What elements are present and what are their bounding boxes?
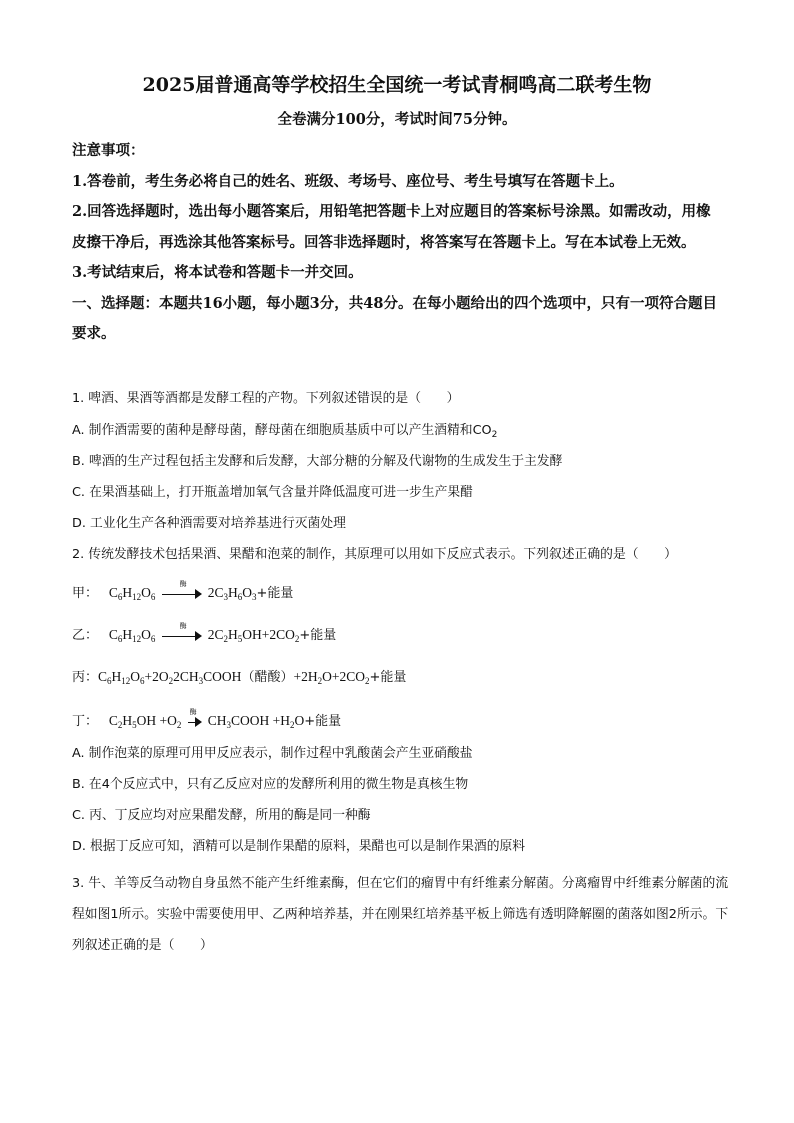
eq-yi-label: 乙： [72,628,99,643]
q2-equation-jia: 甲： $C_6H_{12}O_6$ 酶 $2C_3H_6O_3+$能量 [72,579,294,602]
eq-jia-label: 甲： [72,586,99,601]
q1-option-a-sub: 2 [491,430,498,440]
notes-heading: 注意事项： [72,142,145,159]
q2-option-a: A. 制作泡菜的原理可用甲反应表示，制作过程中乳酸菌会产生亚硝酸盐 [72,746,473,761]
notes-block [72,136,722,350]
section-heading: 一、选择题：本题共16小题，每小题3分，共48分。在每小题给出的四个选项中，只有一项符合题目要求。 [72,294,717,342]
q1-stem: 1. 啤酒、果酒等酒都是发酵工程的产物。下列叙述错误的是（ ） [72,391,460,406]
note-item-3: 3.考试结束后，将本试卷和答题卡一并交回。 [72,264,363,281]
q3-stem: 3. 牛、羊等反刍动物自身虽然不能产生纤维素酶，但在它们的瘤胃中有纤维素分解菌。分离瘤胃中纤维素分解菌的流程如图1所示。实验中需要使用甲、乙两种培养基，并在刚果红培养基平板上筛选有透明降解圈的菌落如图2所示。下列叙述正确的是（ ） [72,876,729,953]
q2-equation-ding: 丁： $C_2H_5OH +O_2$ 酶 $CH_3COOH +H_2O+$能量 [72,707,342,730]
q1-option-a-text: A. 制作酒需要的菌种是酵母菌，酵母菌在细胞质基质中可以产生酒精和CO [72,423,492,438]
q2-equation-yi: 乙： $C_6H_{12}O_6$ 酶 $2C_2H_5OH+2CO_2+$能量 [72,621,337,644]
q2-equation-bing: 丙：$C_6H_{12}O_6+2O_22CH_3COOH$（醋酸）$+2H_2O+2CO_2+$能量 [72,669,407,686]
q1-option-d: D. 工业化生产各种酒需要对培养基进行灭菌处理 [72,516,346,531]
q2-stem: 2. 传统发酵技术包括果酒、果醋和泡菜的制作，其原理可以用如下反应式表示。下列叙述正确的是（ ） [72,547,677,562]
note-item-2: 2.回答选择题时，选出每小题答案后，用铅笔把答题卡上对应题目的答案标号涂黑。如需改动，用橡皮擦干净后，再选涂其他答案标号。回答非选择题时，将答案写在答题卡上。写在本试卷上无效。 [72,203,711,251]
q1-option-c: C. 在果酒基础上，打开瓶盖增加氧气含量并降低温度可进一步生产果醋 [72,485,473,500]
q2-option-d: D. 根据丁反应可知，酒精可以是制作果醋的原料，果醋也可以是制作果酒的原料 [72,839,526,854]
reaction-arrow-icon: 酶 [162,589,202,599]
eq-ding-label: 丁： [72,714,99,729]
note-item-1: 1.答卷前，考生务必将自己的姓名、班级、考场号、座位号、考生号填写在答题卡上。 [72,172,624,190]
q2-option-b: B. 在4个反应式中，只有乙反应对应的发酵所利用的微生物是真核生物 [72,777,469,792]
page-title: 2025届普通高等学校招生全国统一考试青桐鸣高二联考生物 [142,74,652,96]
q1-option-a [72,421,732,441]
page-subtitle: 全卷满分100分，考试时间75分钟。 [277,111,517,128]
q1-option-b: B. 啤酒的生产过程包括主发酵和后发酵，大部分糖的分解及代谢物的生成发生于主发酵 [72,454,563,469]
q2-option-c: C. 丙、丁反应均对应果醋发酵，所用的酶是同一种酶 [72,808,371,823]
eq-bing-label: 丙： [72,670,99,685]
reaction-arrow-icon: 酶 [162,631,202,641]
reaction-arrow-icon: 酶 [188,717,202,727]
